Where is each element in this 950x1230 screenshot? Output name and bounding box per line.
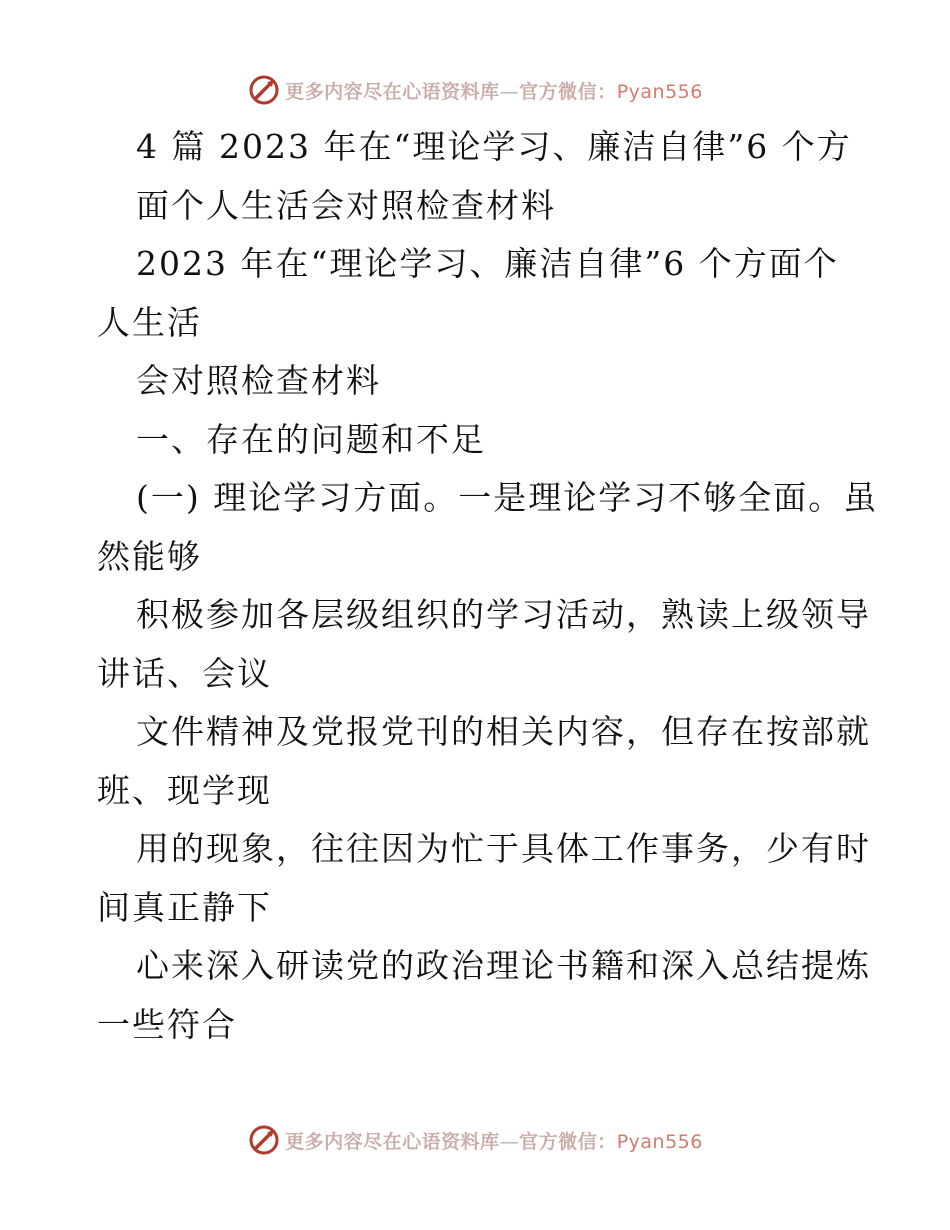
doc-line: 然能够 bbox=[97, 536, 202, 576]
banner-contact-label: 官方微信： bbox=[519, 80, 617, 103]
banner-contact-id: Pyan556 bbox=[616, 1130, 703, 1153]
document-body bbox=[97, 118, 879, 1054]
banner-dash: — bbox=[499, 80, 520, 103]
doc-line: 间真正静下 bbox=[97, 887, 272, 927]
doc-line: 积极参加各层级组织的学习活动，熟读上级领导 bbox=[136, 595, 871, 634]
doc-line: 文件精神及党报党刊的相关内容，但存在按部就 bbox=[136, 712, 871, 751]
pen-seal-logo-icon bbox=[247, 1123, 281, 1157]
doc-line: 一些符合 bbox=[97, 1004, 237, 1044]
doc-line: 面个人生活会对照检查材料 bbox=[136, 185, 556, 225]
pen-seal-logo-icon bbox=[247, 73, 281, 107]
doc-line: 4 篇 2023 年在“理论学习、廉洁自律”6 个方 bbox=[136, 127, 852, 166]
doc-line: 班、现学现 bbox=[97, 770, 272, 810]
banner-contact-label: 官方微信： bbox=[519, 1130, 617, 1153]
doc-line: 心来深入研读党的政治理论书籍和深入总结提炼 bbox=[136, 946, 871, 985]
doc-line: 讲话、会议 bbox=[97, 653, 272, 693]
banner-text bbox=[285, 77, 703, 104]
banner-dash: — bbox=[499, 1130, 520, 1153]
banner-main-text: 更多内容尽在心语资料库 bbox=[285, 1130, 500, 1153]
banner-contact-id: Pyan556 bbox=[616, 80, 703, 103]
header-banner bbox=[0, 70, 950, 110]
doc-line: (一) 理论学习方面。一是理论学习不够全面。虽 bbox=[136, 478, 879, 517]
doc-line: 人生活 bbox=[97, 302, 202, 342]
banner-main-text: 更多内容尽在心语资料库 bbox=[285, 80, 500, 103]
footer-banner bbox=[0, 1120, 950, 1160]
doc-line: 会对照检查材料 bbox=[136, 361, 381, 400]
banner-text bbox=[285, 1127, 703, 1154]
section-heading: 一、存在的问题和不足 bbox=[136, 419, 486, 459]
doc-line: 用的现象，往往因为忙于具体工作事务，少有时 bbox=[136, 829, 871, 868]
doc-line: 2023 年在“理论学习、廉洁自律”6 个方面个 bbox=[136, 244, 839, 283]
